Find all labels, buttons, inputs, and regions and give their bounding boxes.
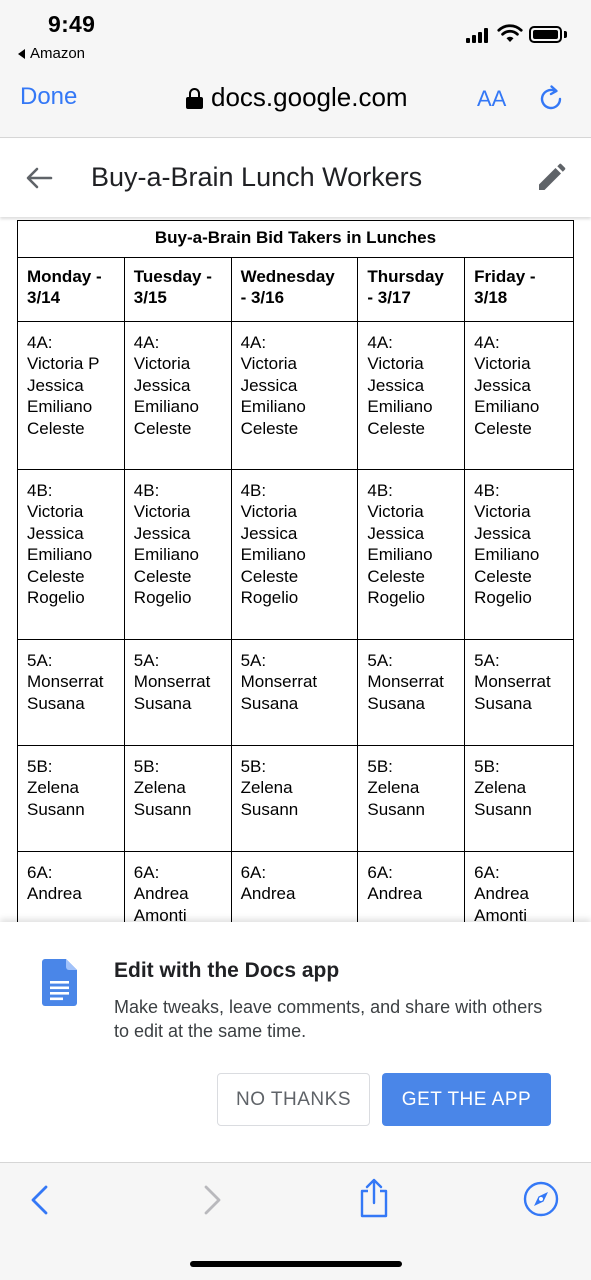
lunch-period-label: 5A: xyxy=(133,651,160,670)
worker-name: Emiliano xyxy=(27,397,93,417)
worker-name: Jessica xyxy=(474,375,531,395)
day-header xyxy=(18,258,125,322)
day-header-line: 3/18 xyxy=(474,288,508,307)
lunch-period-label: 4A: xyxy=(474,333,500,352)
status-time: 9:49 xyxy=(48,11,96,37)
lunch-period-label: 6A: xyxy=(367,863,393,882)
worker-name: Rogelio xyxy=(27,588,85,608)
worker-name: Andrea xyxy=(367,884,423,904)
lunch-period-label: 6A: xyxy=(27,863,53,882)
lunch-period-label: 4B: xyxy=(367,481,393,500)
worker-name: Zelena xyxy=(133,778,186,798)
worker-name: Amonti xyxy=(133,905,187,922)
worker-name: Celeste xyxy=(133,418,192,438)
worker-name: Andrea xyxy=(240,884,296,904)
table-cell xyxy=(231,322,358,470)
lunch-period-label: 5B: xyxy=(27,757,53,776)
worker-name: Susana xyxy=(474,693,532,713)
google-docs-icon xyxy=(42,959,77,1006)
table-cell xyxy=(465,322,574,470)
worker-name: Jessica xyxy=(133,375,191,395)
lunch-period-label: 5B: xyxy=(133,757,160,776)
worker-name: Jessica xyxy=(474,523,531,543)
worker-name: Jessica xyxy=(367,523,425,543)
table-cell xyxy=(358,640,465,746)
text-size-label: AA xyxy=(477,86,507,111)
table-cell xyxy=(18,746,125,852)
lunch-period-label: 6A: xyxy=(474,863,500,882)
edit-pencil-icon[interactable] xyxy=(534,161,568,195)
day-header xyxy=(465,258,574,322)
worker-name: Celeste xyxy=(27,566,85,586)
lunch-period-label: 4B: xyxy=(27,481,53,500)
worker-name: Emiliano xyxy=(240,545,306,565)
worker-name: Rogelio xyxy=(240,588,299,608)
worker-name: Victoria xyxy=(367,354,424,374)
worker-name: Susana xyxy=(367,693,426,713)
back-triangle-icon xyxy=(18,49,25,59)
worker-name: Andrea xyxy=(474,884,529,904)
worker-name: Rogelio xyxy=(474,588,532,608)
table-cell xyxy=(231,470,358,640)
day-header-line: 3/15 xyxy=(133,288,167,307)
worker-name: Emiliano xyxy=(27,545,93,565)
day-header-line: - 3/16 xyxy=(240,288,285,307)
lunch-period-label: 5B: xyxy=(240,757,267,776)
day-header-line: - 3/17 xyxy=(367,288,411,307)
back-to-app-link[interactable] xyxy=(18,45,85,62)
table-cell xyxy=(18,640,125,746)
worker-name: Zelena xyxy=(27,778,79,798)
worker-name: Susana xyxy=(27,693,85,713)
lunch-period-label: 6A: xyxy=(133,863,160,882)
table-cell xyxy=(124,746,231,852)
no-thanks-button[interactable]: NO THANKS xyxy=(217,1073,370,1126)
worker-name: Zelena xyxy=(474,778,527,798)
table-row xyxy=(18,852,574,923)
worker-name: Rogelio xyxy=(367,588,426,608)
worker-name: Susana xyxy=(240,693,299,713)
share-icon[interactable] xyxy=(357,1178,391,1218)
worker-name: Celeste xyxy=(367,566,425,586)
battery-icon xyxy=(529,26,562,43)
table-cell xyxy=(18,852,125,923)
get-the-app-button[interactable]: GET THE APP xyxy=(382,1073,551,1126)
worker-name: Emiliano xyxy=(367,545,433,565)
table-cell xyxy=(358,746,465,852)
worker-name: Victoria xyxy=(474,354,531,374)
lunch-period-label: 4B: xyxy=(133,481,160,500)
day-header-row xyxy=(18,258,574,322)
lunch-period-label: 5A: xyxy=(27,651,53,670)
day-header-line: Monday - xyxy=(27,267,102,286)
worker-name: Celeste xyxy=(27,418,85,438)
worker-name: Susana xyxy=(133,693,192,713)
worker-name: Celeste xyxy=(474,418,532,438)
lunch-period-label: 6A: xyxy=(240,863,267,882)
lunch-period-label: 5A: xyxy=(240,651,267,670)
worker-name: Victoria xyxy=(367,502,424,522)
worker-name: Andrea xyxy=(27,884,82,904)
day-header-line: Wednesday xyxy=(240,267,335,286)
docs-app-promo xyxy=(0,922,591,1162)
back-icon[interactable] xyxy=(24,1183,58,1217)
reload-icon[interactable] xyxy=(536,84,566,114)
table-cell xyxy=(358,322,465,470)
worker-name: Emiliano xyxy=(133,545,199,565)
worker-name: Victoria xyxy=(240,354,297,374)
table-cell xyxy=(358,470,465,640)
worker-name: Emiliano xyxy=(474,397,540,417)
worker-name: Susann xyxy=(474,799,532,819)
url-text: docs.google.com xyxy=(211,82,408,112)
lock-icon xyxy=(186,88,203,108)
done-button[interactable]: Done xyxy=(20,83,78,110)
lunch-period-label: 4A: xyxy=(27,333,53,352)
worker-name: Jessica xyxy=(27,523,84,543)
back-app-label: Amazon xyxy=(30,45,86,62)
table-cell xyxy=(18,470,125,640)
status-bar xyxy=(0,0,591,70)
promo-text: Make tweaks, leave comments, and share with others to edit at the same time. xyxy=(114,997,543,1041)
worker-name: Andrea xyxy=(133,884,189,904)
worker-name: Victoria xyxy=(133,502,191,522)
table-cell xyxy=(231,852,358,923)
day-header xyxy=(358,258,465,322)
table-cell xyxy=(465,746,574,852)
forward-icon[interactable] xyxy=(194,1183,228,1217)
table-cell xyxy=(465,852,574,923)
worker-name: Celeste xyxy=(133,566,192,586)
wifi-icon xyxy=(497,24,523,44)
worker-name: Jessica xyxy=(240,523,298,543)
worker-name: Celeste xyxy=(240,418,299,438)
back-arrow-icon[interactable] xyxy=(24,163,54,193)
table-cell xyxy=(124,322,231,470)
table-cell xyxy=(124,470,231,640)
worker-name: Jessica xyxy=(133,523,191,543)
worker-name: Emiliano xyxy=(133,397,199,417)
lunch-period-label: 5A: xyxy=(367,651,393,670)
day-header-line: 3/14 xyxy=(27,288,61,307)
worker-name: Victoria xyxy=(240,502,297,522)
worker-name: Victoria xyxy=(27,502,84,522)
cellular-signal-icon xyxy=(466,27,488,43)
table-cell xyxy=(465,640,574,746)
worker-name: Susann xyxy=(240,799,299,819)
safari-compass-icon[interactable] xyxy=(523,1181,559,1217)
doc-title: Buy-a-Brain Lunch Workers xyxy=(91,162,423,192)
lunch-period-label: 5A: xyxy=(474,651,500,670)
lunch-period-label: 4A: xyxy=(367,333,393,352)
lunch-period-label: 4A: xyxy=(240,333,267,352)
worker-name: Amonti xyxy=(474,905,528,922)
worker-name: Rogelio xyxy=(133,588,192,608)
day-header-line: Friday - xyxy=(474,267,536,286)
table-row xyxy=(18,640,574,746)
lunch-period-label: 4B: xyxy=(474,481,500,500)
lunch-period-label: 5B: xyxy=(367,757,393,776)
schedule-table xyxy=(17,220,574,922)
worker-name: Zelena xyxy=(240,778,293,798)
worker-name: Monserrat xyxy=(240,672,318,692)
table-row xyxy=(18,470,574,640)
document-content[interactable] xyxy=(0,217,591,922)
worker-name: Victoria xyxy=(474,502,531,522)
promo-title: Edit with the Docs app xyxy=(114,959,340,982)
lunch-period-label: 5B: xyxy=(474,757,500,776)
worker-name: Monserrat xyxy=(133,672,211,692)
worker-name: Zelena xyxy=(367,778,420,798)
worker-name: Celeste xyxy=(474,566,532,586)
worker-name: Susann xyxy=(133,799,192,819)
table-caption: Buy-a-Brain Bid Takers in Lunches xyxy=(18,221,574,258)
day-header xyxy=(231,258,358,322)
doc-header xyxy=(0,139,591,217)
url-display[interactable] xyxy=(186,82,408,113)
worker-name: Jessica xyxy=(27,375,84,395)
worker-name: Emiliano xyxy=(474,545,540,565)
text-size-button[interactable] xyxy=(477,86,506,112)
table-cell xyxy=(124,852,231,923)
worker-name: Susann xyxy=(367,799,426,819)
table-row xyxy=(18,746,574,852)
battery-tip xyxy=(564,31,567,38)
worker-name: Monserrat xyxy=(474,672,551,692)
day-header xyxy=(124,258,231,322)
table-cell xyxy=(124,640,231,746)
worker-name: Celeste xyxy=(367,418,425,438)
table-cell xyxy=(231,746,358,852)
home-indicator xyxy=(190,1261,402,1267)
worker-name: Emiliano xyxy=(240,397,306,417)
browser-bar xyxy=(0,70,591,138)
lunch-period-label: 4B: xyxy=(240,481,267,500)
table-cell xyxy=(358,852,465,923)
worker-name: Susann xyxy=(27,799,85,819)
worker-name: Jessica xyxy=(240,375,298,395)
day-header-line: Tuesday - xyxy=(133,267,212,286)
worker-name: Victoria P xyxy=(27,354,100,374)
worker-name: Jessica xyxy=(367,375,425,395)
worker-name: Victoria xyxy=(133,354,191,374)
table-row xyxy=(18,322,574,470)
table-cell xyxy=(18,322,125,470)
worker-name: Celeste xyxy=(240,566,299,586)
lunch-period-label: 4A: xyxy=(133,333,160,352)
table-cell xyxy=(231,640,358,746)
worker-name: Monserrat xyxy=(367,672,444,692)
table-cell xyxy=(465,470,574,640)
worker-name: Emiliano xyxy=(367,397,433,417)
worker-name: Monserrat xyxy=(27,672,104,692)
day-header-line: Thursday xyxy=(367,267,444,286)
